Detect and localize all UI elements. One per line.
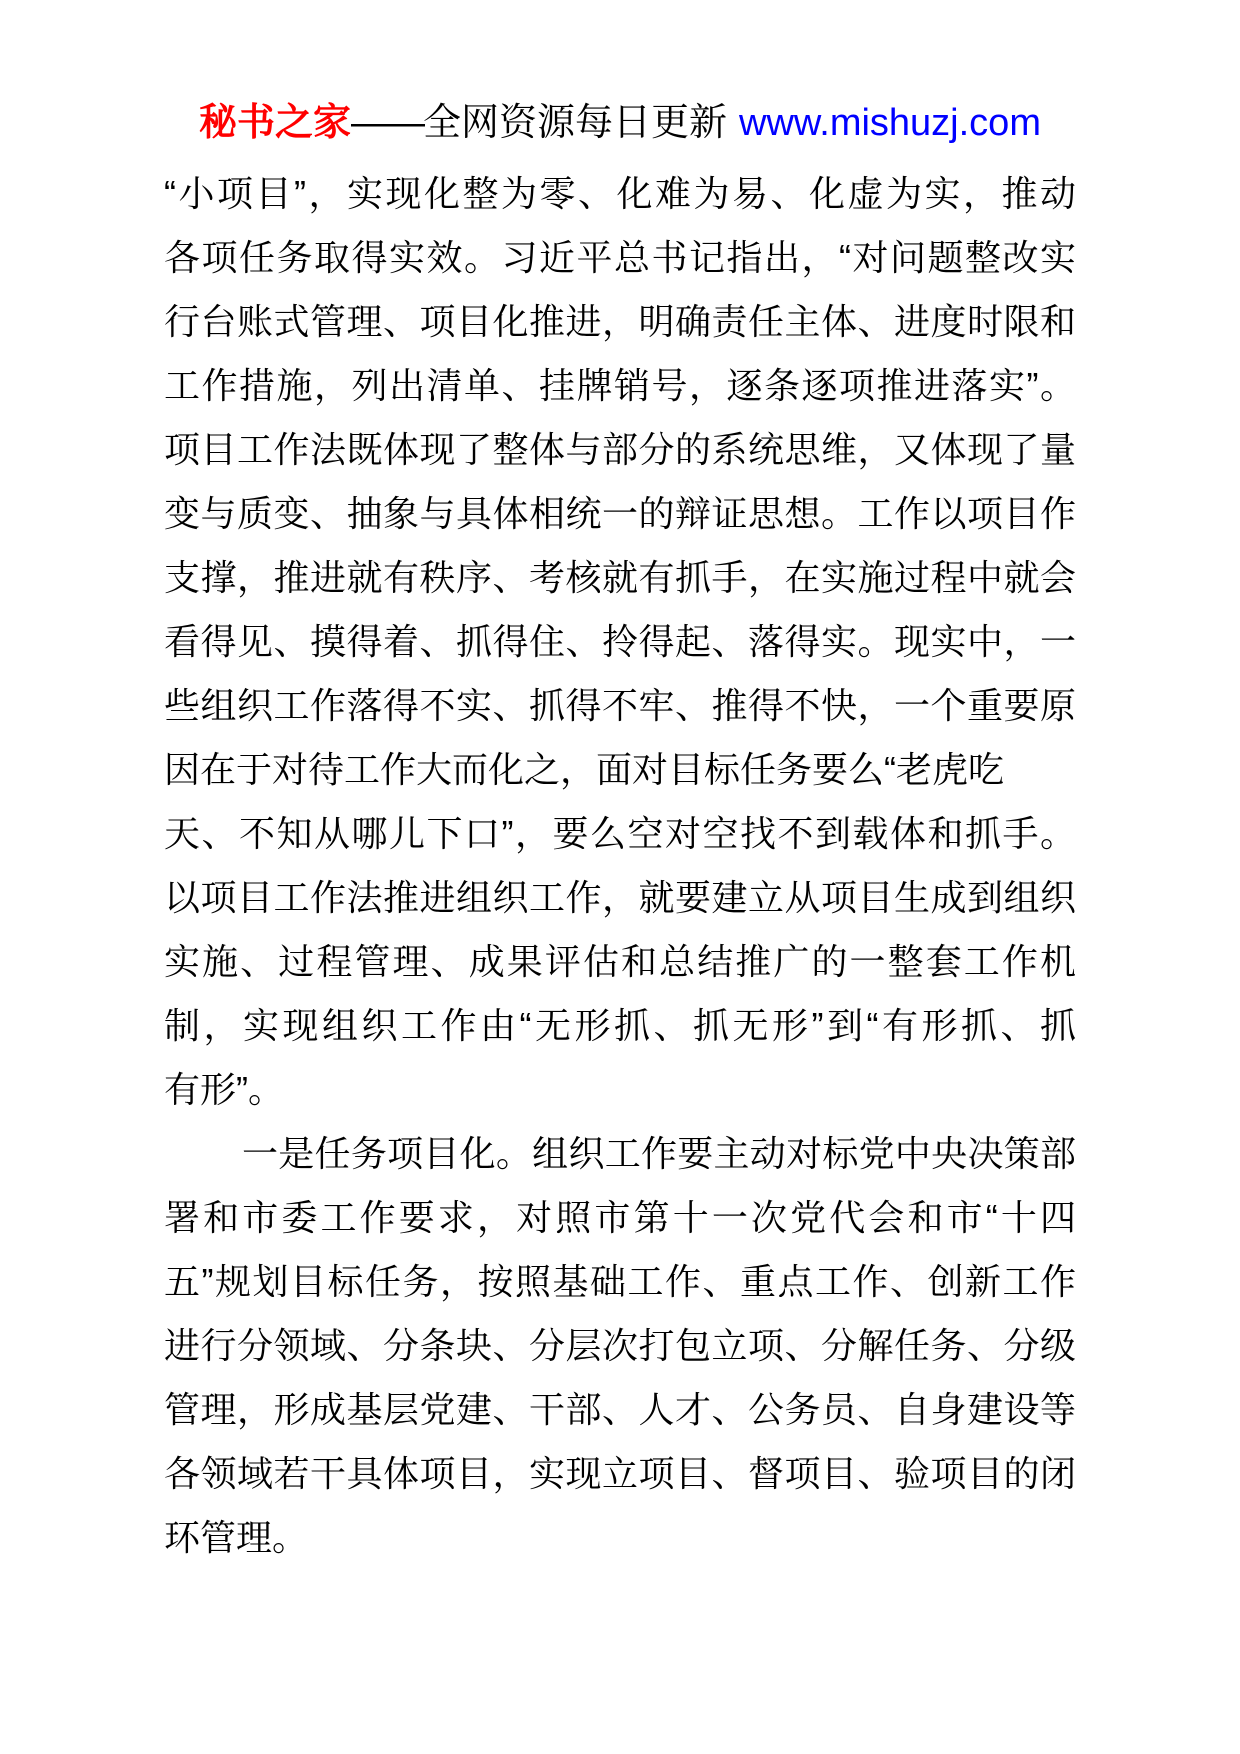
text-line: 因在于对待工作大而化之，面对目标任务要么“老虎吃 (164, 749, 1004, 790)
text-line: 署和市委工作要求，对照市第十一次党代会和市“十四 (164, 1197, 1076, 1238)
header-tagline: 全网资源每日更新 (423, 102, 728, 144)
text-line: 变与质变、抽象与具体相统一的辩证思想。工作以项目作 (164, 493, 1076, 534)
text-line: 环管理。 (164, 1517, 309, 1558)
text-line: 行台账式管理、项目化推进，明确责任主体、进度时限和 (164, 301, 1076, 342)
text-line: 一是任务项目化。组织工作要主动对标党中央决策部 (242, 1133, 1076, 1174)
text-line: 以项目工作法推进组织工作，就要建立从项目生成到组织 (164, 877, 1076, 918)
text-line: 管理，形成基层党建、干部、人才、公务员、自身建设等 (164, 1389, 1076, 1430)
text-line: 有形”。 (164, 1069, 284, 1110)
site-url-link[interactable]: www.mishuzj.com (739, 102, 1041, 144)
text-line: 工作措施，列出清单、挂牌销号，逐条逐项推进落实”。 (164, 365, 1076, 406)
text-line: 制，实现组织工作由“无形抓、抓无形”到“有形抓、抓 (164, 1005, 1076, 1046)
page-header (0, 100, 1240, 146)
site-name: 秘书之家 (199, 102, 352, 144)
text-line: 各项任务取得实效。习近平总书记指出，“对问题整改实 (164, 237, 1076, 278)
text-line: 各领域若干具体项目，实现立项目、督项目、验项目的闭 (164, 1453, 1076, 1494)
document-body (164, 162, 1076, 1570)
text-line: 五”规划目标任务，按照基础工作、重点工作、创新工作 (164, 1261, 1076, 1302)
header-dash: —— (351, 102, 424, 144)
text-line: “小项目”，实现化整为零、化难为易、化虚为实，推动 (164, 173, 1076, 214)
text-line: 实施、过程管理、成果评估和总结推广的一整套工作机 (164, 941, 1076, 982)
text-line: 天、不知从哪儿下口”，要么空对空找不到载体和抓手。 (164, 813, 1076, 854)
text-line: 看得见、摸得着、抓得住、拎得起、落得实。现实中，一 (164, 621, 1076, 662)
text-line: 进行分领域、分条块、分层次打包立项、分解任务、分级 (164, 1325, 1076, 1366)
text-line: 些组织工作落得不实、抓得不牢、推得不快，一个重要原 (164, 685, 1076, 726)
text-line: 项目工作法既体现了整体与部分的系统思维，又体现了量 (164, 429, 1076, 470)
text-line: 支撑，推进就有秩序、考核就有抓手，在实施过程中就会 (164, 557, 1076, 598)
